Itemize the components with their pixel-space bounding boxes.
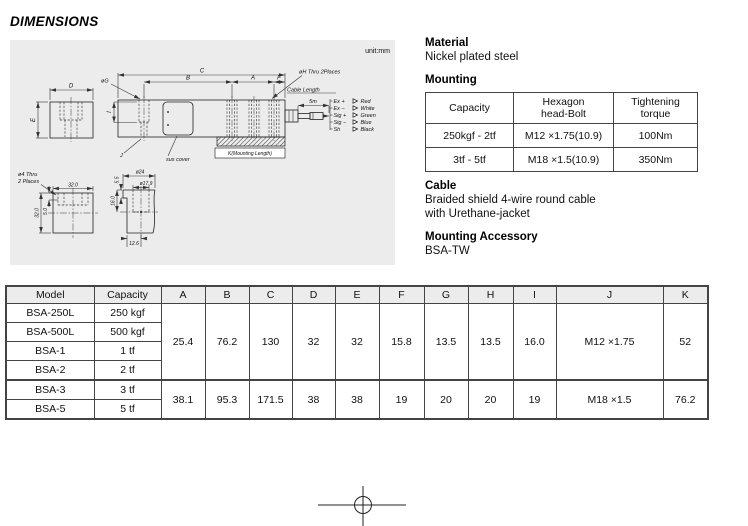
wire-signal: Sh — [333, 127, 341, 133]
dim-cell: 13.5 — [468, 304, 513, 381]
column-header: H — [468, 286, 513, 304]
detail-section-outer-dia: ø24 — [135, 169, 145, 176]
cable-desc-line1: Braided shield 4-wire round cable — [425, 194, 596, 206]
capacity-cell: 3 tf — [94, 380, 161, 400]
dim-cell: 76.2 — [205, 304, 249, 381]
sus-cover-label: sus cover — [166, 157, 190, 163]
column-header: J — [556, 286, 663, 304]
detail-square-hole-callout-line1: ø4 Thru — [18, 172, 38, 178]
dim-cell: 15.8 — [379, 304, 424, 381]
dim-cell: 76.2 — [663, 380, 708, 419]
dim-cell: 52 — [663, 304, 708, 381]
unit-label: unit:mm — [365, 48, 390, 55]
detail-square-hole-callout-line2: 2 Places — [18, 179, 40, 185]
wire-color-labels — [361, 99, 376, 133]
page-title: DIMENSIONS — [10, 14, 99, 29]
wire-signal: Ex + — [333, 99, 345, 105]
spec-column — [425, 36, 715, 258]
wire-signal-labels — [334, 99, 347, 133]
model-cell: BSA-2 — [6, 361, 94, 381]
detail-square-width: 32.0 — [68, 182, 78, 189]
detail-section-center-offset: 16.0 — [110, 196, 117, 206]
dimension-table-header-row — [6, 286, 708, 304]
load-cell-drawing — [10, 40, 395, 265]
dimension-table-wrap — [5, 285, 709, 420]
table-cell: 100Nm — [614, 124, 698, 148]
dim-cell: 16.0 — [513, 304, 556, 381]
dim-cell: 171.5 — [249, 380, 292, 419]
cable-title: Cable — [425, 180, 457, 192]
model-cell: BSA-1 — [6, 342, 94, 361]
dim-cell: M12 ×1.75 — [556, 304, 663, 381]
material-value: Nickel plated steel — [425, 51, 519, 63]
dim-label-j: J — [120, 153, 123, 159]
mounting-header-torque-line2: torque — [640, 108, 671, 120]
detail-square-depth: 5.0 — [43, 208, 49, 215]
end-view — [31, 84, 93, 143]
cable-length-value: 5m — [309, 99, 317, 105]
capacity-cell: 500 kgf — [94, 323, 161, 342]
detail-section-inner-dia: ø17.9 — [139, 181, 153, 187]
wire-color: Black — [360, 127, 374, 133]
capacity-cell: 5 tf — [94, 400, 161, 420]
dimension-drawing-panel — [10, 40, 395, 265]
dim-cell: 32 — [292, 304, 335, 381]
column-header: Capacity — [94, 286, 161, 304]
column-header: B — [205, 286, 249, 304]
dim-cell: 20 — [468, 380, 513, 419]
dim-label-i: I — [107, 111, 113, 113]
side-view — [101, 69, 341, 164]
model-cell: BSA-3 — [6, 380, 94, 400]
registration-mark — [318, 486, 410, 526]
column-header: C — [249, 286, 292, 304]
wire-signal: Sig + — [333, 113, 347, 119]
detail-section-bottom-offset: 12.6 — [129, 241, 139, 247]
dim-label-e: E — [31, 117, 37, 123]
mounting-header-bolt — [514, 93, 614, 124]
column-header: D — [292, 286, 335, 304]
mounting-header-bolt-line2: head-Bolt — [541, 108, 586, 120]
detail-square-height: 32.0 — [34, 208, 41, 218]
capacity-cell: 2 tf — [94, 361, 161, 381]
dim-cell: 25.4 — [161, 304, 205, 381]
mounting-table-header-row — [426, 93, 698, 124]
dim-label-phi-g: øG — [101, 78, 109, 85]
model-cell: BSA-250L — [6, 304, 94, 323]
model-cell: BSA-500L — [6, 323, 94, 342]
table-cell: M12 ×1.75(10.9) — [514, 124, 614, 148]
mounting-title: Mounting — [425, 74, 477, 86]
column-header: K — [663, 286, 708, 304]
column-header: I — [513, 286, 556, 304]
mounting-header-torque-line1: Tightening — [631, 96, 680, 108]
wire-color: White — [360, 106, 375, 112]
wire-arrow-icons — [353, 99, 358, 131]
mounting-header-torque — [614, 93, 698, 124]
table-cell: 3tf - 5tf — [426, 148, 514, 172]
dim-cell: 19 — [513, 380, 556, 419]
table-cell: 250kgf - 2tf — [426, 124, 514, 148]
dim-cell: 38 — [335, 380, 379, 419]
mounting-accessory-title: Mounting Accessory — [425, 231, 538, 243]
dim-label-a: A — [250, 75, 256, 82]
wire-signal: Sig − — [333, 120, 347, 126]
dim-cell: 19 — [379, 380, 424, 419]
dim-cell: 130 — [249, 304, 292, 381]
wire-color: Green — [360, 113, 376, 119]
column-header: A — [161, 286, 205, 304]
dim-cell: 20 — [424, 380, 468, 419]
wire-signal: Ex − — [333, 106, 345, 112]
wire-color: Blue — [360, 120, 372, 126]
column-header: E — [335, 286, 379, 304]
dim-label-f: F — [277, 75, 281, 82]
table-cell: 350Nm — [614, 148, 698, 172]
dim-cell: M18 ×1.5 — [556, 380, 663, 419]
dim-cell: 38.1 — [161, 380, 205, 419]
detail-square-view — [17, 172, 98, 238]
model-cell: BSA-5 — [6, 400, 94, 420]
table-row — [6, 304, 708, 323]
column-header: G — [424, 286, 468, 304]
detail-section-view — [111, 170, 159, 248]
dim-cell: 38 — [292, 380, 335, 419]
mounting-holes — [227, 96, 279, 141]
dim-label-k-mounting-length: K(Mounting Length) — [228, 151, 272, 158]
detail-section-top-offset: 5.5 — [114, 176, 121, 184]
column-header: Model — [6, 286, 94, 304]
mounting-table-row — [426, 124, 698, 148]
mounting-header-bolt-line1: Hexagon — [542, 96, 585, 108]
mounting-header-capacity: Capacity — [426, 93, 514, 124]
dim-label-phi-h: øH Thru 2Places — [299, 69, 341, 76]
dimension-table — [5, 285, 709, 420]
dim-cell: 32 — [335, 304, 379, 381]
cable-length-label: Cable Length — [287, 87, 320, 94]
dim-cell: 13.5 — [424, 304, 468, 381]
cable-assembly — [285, 88, 376, 134]
dim-label-b: B — [185, 75, 191, 82]
material-title: Material — [425, 37, 469, 49]
mounting-table — [425, 92, 698, 172]
crosshair-icon — [318, 486, 410, 526]
table-row — [6, 380, 708, 400]
capacity-cell: 250 kgf — [94, 304, 161, 323]
table-cell: M18 ×1.5(10.9) — [514, 148, 614, 172]
dim-label-d: D — [68, 83, 74, 90]
capacity-cell: 1 tf — [94, 342, 161, 361]
column-header: F — [379, 286, 424, 304]
wire-color: Red — [360, 99, 371, 105]
mounting-table-row — [426, 148, 698, 172]
cable-desc-line2: with Urethane-jacket — [425, 208, 530, 220]
dim-label-c: C — [199, 68, 205, 75]
dim-cell: 95.3 — [205, 380, 249, 419]
mounting-accessory-value: BSA-TW — [425, 245, 470, 257]
